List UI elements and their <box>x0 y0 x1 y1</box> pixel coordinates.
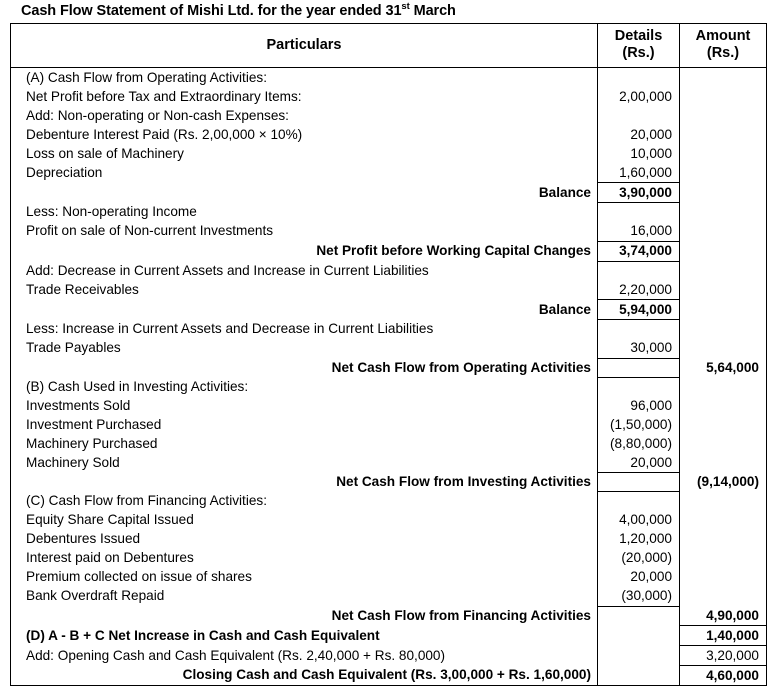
column-header-amount <box>680 24 767 68</box>
row-particulars: Balance <box>11 183 598 203</box>
table-body <box>11 68 767 686</box>
table-row <box>11 358 767 377</box>
row-particulars: Depreciation <box>11 163 598 183</box>
row-amount-value <box>680 241 767 261</box>
row-amount-value <box>680 434 767 453</box>
row-amount-value <box>680 511 767 530</box>
table-row <box>11 396 767 415</box>
row-details-value: 16,000 <box>598 222 680 242</box>
table-row <box>11 415 767 434</box>
cash-flow-table <box>10 23 767 686</box>
row-details-value: 1,60,000 <box>598 163 680 183</box>
column-header-amount-unit: (Rs.) <box>706 45 740 61</box>
page-title-main: Cash Flow Statement of Mishi Ltd. for the year ended 31 <box>21 3 402 19</box>
row-amount-value: 4,60,000 <box>706 667 759 683</box>
row-details-value <box>598 492 680 511</box>
row-details-value <box>598 626 680 646</box>
column-header-particulars: Particulars <box>11 24 598 68</box>
row-details-value <box>598 261 680 280</box>
row-amount-value <box>680 183 767 203</box>
table-row <box>11 300 767 320</box>
row-amount-value <box>680 106 767 125</box>
row-details-value: 30,000 <box>598 339 680 359</box>
table-row <box>11 473 767 492</box>
table-row <box>11 261 767 280</box>
row-amount-value <box>680 280 767 300</box>
row-particulars: Debentures Issued <box>11 530 598 549</box>
row-details-value: (8,80,000) <box>598 434 680 453</box>
row-particulars: Premium collected on issue of shares <box>11 568 598 587</box>
table-row <box>11 163 767 183</box>
row-particulars: Bank Overdraft Repaid <box>11 587 598 607</box>
row-details-value: 96,000 <box>598 396 680 415</box>
table-row <box>11 125 767 144</box>
row-particulars: Less: Non-operating Income <box>11 203 598 222</box>
row-particulars: Trade Receivables <box>11 280 598 300</box>
row-details-value: 20,000 <box>598 125 680 144</box>
row-particulars: Equity Share Capital Issued <box>11 511 598 530</box>
table-row <box>11 606 767 626</box>
row-details-value <box>598 606 680 626</box>
row-particulars: Machinery Purchased <box>11 434 598 453</box>
row-details-value <box>598 473 680 492</box>
row-particulars: Balance <box>11 300 598 320</box>
table-row <box>11 377 767 396</box>
row-particulars: Investments Sold <box>11 396 598 415</box>
column-header-details-label: Details <box>614 28 663 44</box>
table-row <box>11 144 767 163</box>
row-amount-value <box>680 203 767 222</box>
row-details-value <box>598 203 680 222</box>
row-details-value <box>598 666 680 686</box>
row-particulars: Net Cash Flow from Financing Activities <box>11 606 598 626</box>
table-row <box>11 626 767 646</box>
row-details-value <box>598 646 680 666</box>
table-header-row <box>11 24 767 68</box>
row-particulars: Closing Cash and Cash Equivalent (Rs. 3,00,000 + Rs. 1,60,000) <box>11 666 598 686</box>
row-particulars: (D) A - B + C Net Increase in Cash and Cash Equivalent <box>11 626 598 646</box>
row-details-value: 3,90,000 <box>598 183 680 203</box>
row-amount-value <box>680 492 767 511</box>
row-amount-value <box>680 587 767 607</box>
row-particulars: Loss on sale of Machinery <box>11 144 598 163</box>
row-particulars: Net Cash Flow from Investing Activities <box>11 473 598 492</box>
row-details-value: 20,000 <box>598 453 680 473</box>
row-particulars: Profit on sale of Non-current Investments <box>11 222 598 242</box>
row-amount-value <box>680 222 767 242</box>
row-details-value: (1,50,000) <box>598 415 680 434</box>
row-particulars: Add: Opening Cash and Cash Equivalent (Rs. 2,40,000 + Rs. 80,000) <box>11 646 598 666</box>
table-row <box>11 106 767 125</box>
row-details-value: (30,000) <box>598 587 680 607</box>
row-particulars: (A) Cash Flow from Operating Activities: <box>11 68 598 88</box>
table-header <box>11 24 767 68</box>
row-amount-value <box>680 87 767 106</box>
row-amount-value: 3,20,000 <box>680 646 767 666</box>
row-particulars: Add: Decrease in Current Assets and Increase in Current Liabilities <box>11 261 598 280</box>
row-amount-value <box>680 549 767 568</box>
row-amount-value <box>680 261 767 280</box>
row-amount-value <box>680 300 767 320</box>
row-details-value <box>598 358 680 377</box>
row-amount-value <box>680 320 767 339</box>
row-amount-value: (9,14,000) <box>697 474 759 489</box>
row-particulars: Interest paid on Debentures <box>11 549 598 568</box>
row-particulars: Debenture Interest Paid (Rs. 2,00,000 × 10%) <box>11 125 598 144</box>
row-particulars: Investment Purchased <box>11 415 598 434</box>
row-particulars: Add: Non-operating or Non-cash Expenses: <box>11 106 598 125</box>
row-amount-value: 5,64,000 <box>706 359 759 375</box>
row-details-value: 5,94,000 <box>598 300 680 320</box>
row-details-value: 10,000 <box>598 144 680 163</box>
page-title-ordinal-suffix: st <box>401 1 410 13</box>
row-details-value: 4,00,000 <box>598 511 680 530</box>
row-amount-value <box>680 377 767 396</box>
row-details-value: 3,74,000 <box>598 241 680 261</box>
row-particulars: Machinery Sold <box>11 453 598 473</box>
row-details-value: 1,20,000 <box>598 530 680 549</box>
table-row <box>11 203 767 222</box>
row-amount-value <box>680 568 767 587</box>
table-row <box>11 434 767 453</box>
row-particulars: Less: Increase in Current Assets and Decrease in Current Liabilities <box>11 320 598 339</box>
column-header-details-unit: (Rs.) <box>622 45 655 61</box>
table-row <box>11 87 767 106</box>
table-row <box>11 339 767 359</box>
row-details-value <box>598 106 680 125</box>
row-details-value: 2,00,000 <box>598 87 680 106</box>
row-details-value <box>598 68 680 88</box>
table-row <box>11 68 767 88</box>
table-row <box>11 530 767 549</box>
column-header-details <box>598 24 680 68</box>
row-amount-value <box>680 163 767 183</box>
row-particulars: Trade Payables <box>11 339 598 359</box>
row-amount-value: 4,90,000 <box>680 606 767 626</box>
table-row <box>11 492 767 511</box>
table-row <box>11 453 767 473</box>
row-details-value <box>598 377 680 396</box>
row-particulars: Net Profit before Tax and Extraordinary Items: <box>11 87 598 106</box>
row-details-value: 2,20,000 <box>598 280 680 300</box>
row-amount-value <box>680 125 767 144</box>
row-particulars: Net Profit before Working Capital Changes <box>11 241 598 261</box>
row-details-value <box>598 320 680 339</box>
table-row <box>11 280 767 300</box>
table-row <box>11 511 767 530</box>
row-amount-value <box>680 396 767 415</box>
column-header-amount-label: Amount <box>695 28 751 44</box>
page-title <box>0 0 776 23</box>
table-row <box>11 320 767 339</box>
row-amount-value <box>680 68 767 88</box>
row-particulars: (C) Cash Flow from Financing Activities: <box>11 492 598 511</box>
table-row <box>11 183 767 203</box>
table-row <box>11 568 767 587</box>
row-amount-value <box>680 453 767 473</box>
row-amount-value <box>680 530 767 549</box>
table-row <box>11 241 767 261</box>
table-row <box>11 549 767 568</box>
table-row <box>11 587 767 607</box>
table-row <box>11 646 767 666</box>
row-particulars: Net Cash Flow from Operating Activities <box>11 358 598 377</box>
row-amount-value <box>680 339 767 359</box>
row-details-value: (20,000) <box>598 549 680 568</box>
row-amount-value <box>680 415 767 434</box>
row-amount-value <box>680 144 767 163</box>
table-row <box>11 666 767 686</box>
row-amount-value: 1,40,000 <box>680 626 767 646</box>
page-title-tail: March <box>409 3 456 19</box>
row-details-value: 20,000 <box>598 568 680 587</box>
table-row <box>11 222 767 242</box>
row-particulars: (B) Cash Used in Investing Activities: <box>11 377 598 396</box>
